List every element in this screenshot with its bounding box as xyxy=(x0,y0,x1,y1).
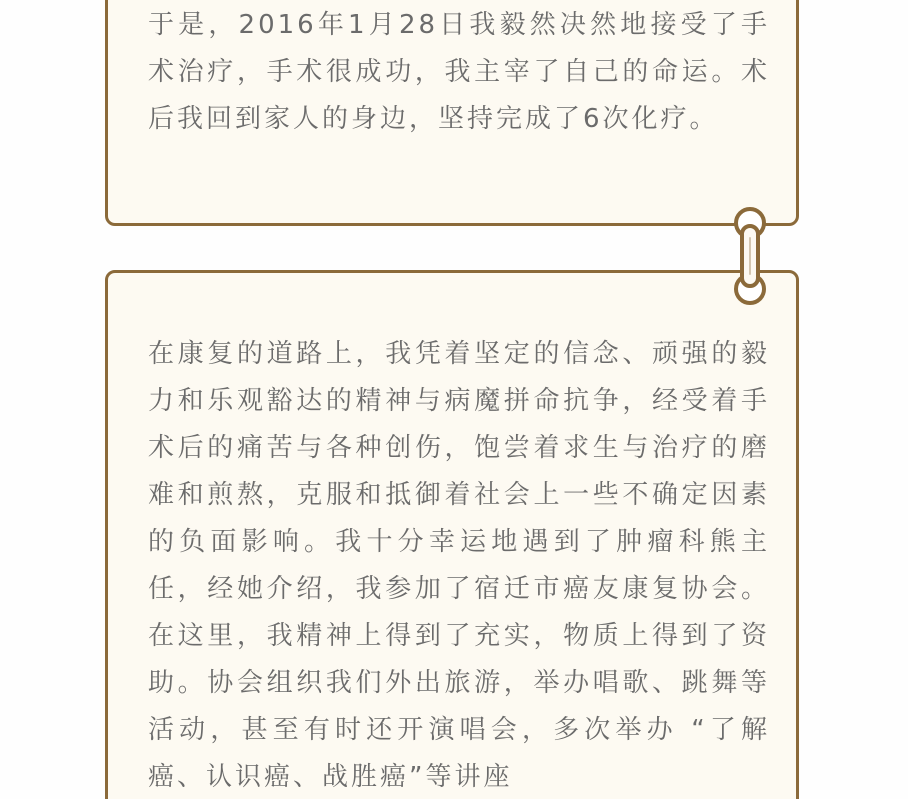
story-paragraph-1: 于是，2016年1月28日我毅然决然地接受了手术治疗，手术很成功，我主宰了自己的命运。术后我回到家人的身边，坚持完成了6次化疗。 xyxy=(148,10,770,134)
story-paragraph-2: 在康复的道路上，我凭着坚定的信念、顽强的毅力和乐观豁达的精神与病魔拼命抗争，经受着手术后的痛苦与各种创伤，饱尝着求生与治疗的磨难和煎熬，克服和抵御着社会上一些不确定因素的负面影响。我十分幸运地遇到了肿瘤科熊主任，经她介绍，我参加了宿迁市癌友康复协会。在这里，我精神上得到了充实，物质上得到了资助。协会组织我们外出旅游，举办唱歌、跳舞等活动，甚至有时还开演唱会，多次举办 “了解癌、认识癌、战胜癌”等讲座 xyxy=(148,339,770,792)
chain-link-icon xyxy=(730,204,770,308)
story-card-previous xyxy=(105,0,799,226)
story-card-current xyxy=(105,270,799,799)
